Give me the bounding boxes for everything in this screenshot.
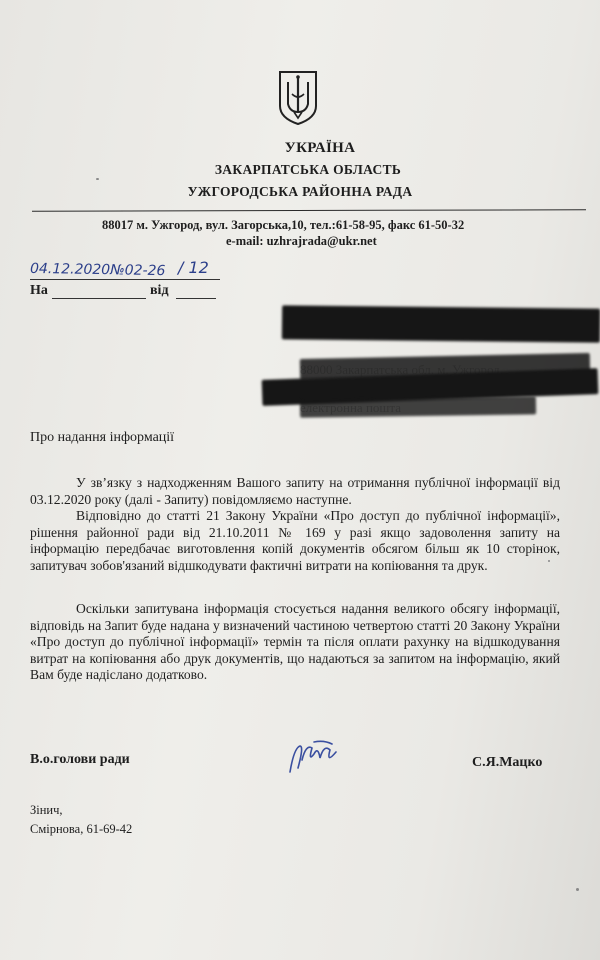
reg-number-underline: [30, 279, 220, 280]
na-underline: [52, 298, 146, 299]
signatory-name: С.Я.Мацко: [472, 755, 543, 770]
letter-subject: Про надання інформації: [30, 430, 175, 445]
executor-line-1: Зінич,: [30, 803, 63, 817]
letterhead-country: УКРАЇНА: [284, 140, 356, 156]
trident-coat-of-arms-icon: [276, 68, 320, 126]
na-label: На: [30, 283, 48, 298]
letterhead-address: 88017 м. Ужгород, вул. Загорська,10, тел.:61-58-95, факс 61-50-32: [102, 218, 465, 232]
letterhead-council: УЖГОРОДСЬКА РАЙОННА РАДА: [187, 184, 413, 199]
letterhead-region: ЗАКАРПАТСЬКА ОБЛАСТЬ: [214, 162, 402, 177]
signature-icon: [284, 738, 354, 778]
scan-speck: [548, 560, 550, 562]
body-paragraph-2: Відповідно до статті 21 Закону України «Про доступ до публічної інформації», рішення районної ради від 21.10.2011 № 169 у разі якщо задоволення запиту на інформацію передбачає виготовлення копій документів обсягом більш як 10 сторінок, запитувач зобов'язаний відшкодувати фактичні витрати на копіювання та друк.: [30, 508, 560, 573]
redaction-bar-4: [300, 396, 536, 417]
scan-speck: [576, 888, 579, 891]
handwritten-date: 04.12.2020: [29, 260, 111, 279]
letterhead-email: e-mail: uzhrajrada@ukr.net: [226, 234, 377, 248]
vid-label: від: [150, 283, 169, 298]
letterhead-divider: [32, 209, 586, 211]
handwritten-suffix-number: 12: [188, 258, 209, 277]
vid-underline: [176, 298, 216, 299]
scan-speck: [96, 178, 99, 180]
signatory-title: В.о.голови ради: [30, 752, 130, 767]
redaction-bar-1: [282, 305, 600, 342]
body-paragraph-3: Оскільки запитувана інформація стосується надання великого обсягу інформації, відповідь на Запит буде надана у визначений частиною четвертою статті 20 Закону України «Про доступ до публічної інформації» термін та після оплати рахунку на відшкодування витрат на копіювання або друк документів, що надаються за запитом на інформацію, який Вам буде надіслано додатково.: [30, 601, 560, 683]
handwritten-number: №02-26: [110, 262, 166, 280]
handwritten-reg-date: [30, 261, 166, 279]
executor-line-2: Смірнова, 61-69-42: [30, 822, 133, 836]
body-paragraph-1: У зв’язку з надходженням Вашого запиту на отримання публічної інформації від 03.12.2020 року (далі - Запиту) повідомляємо наступне.: [30, 475, 560, 507]
handwritten-suffix: / 12: [178, 258, 209, 277]
